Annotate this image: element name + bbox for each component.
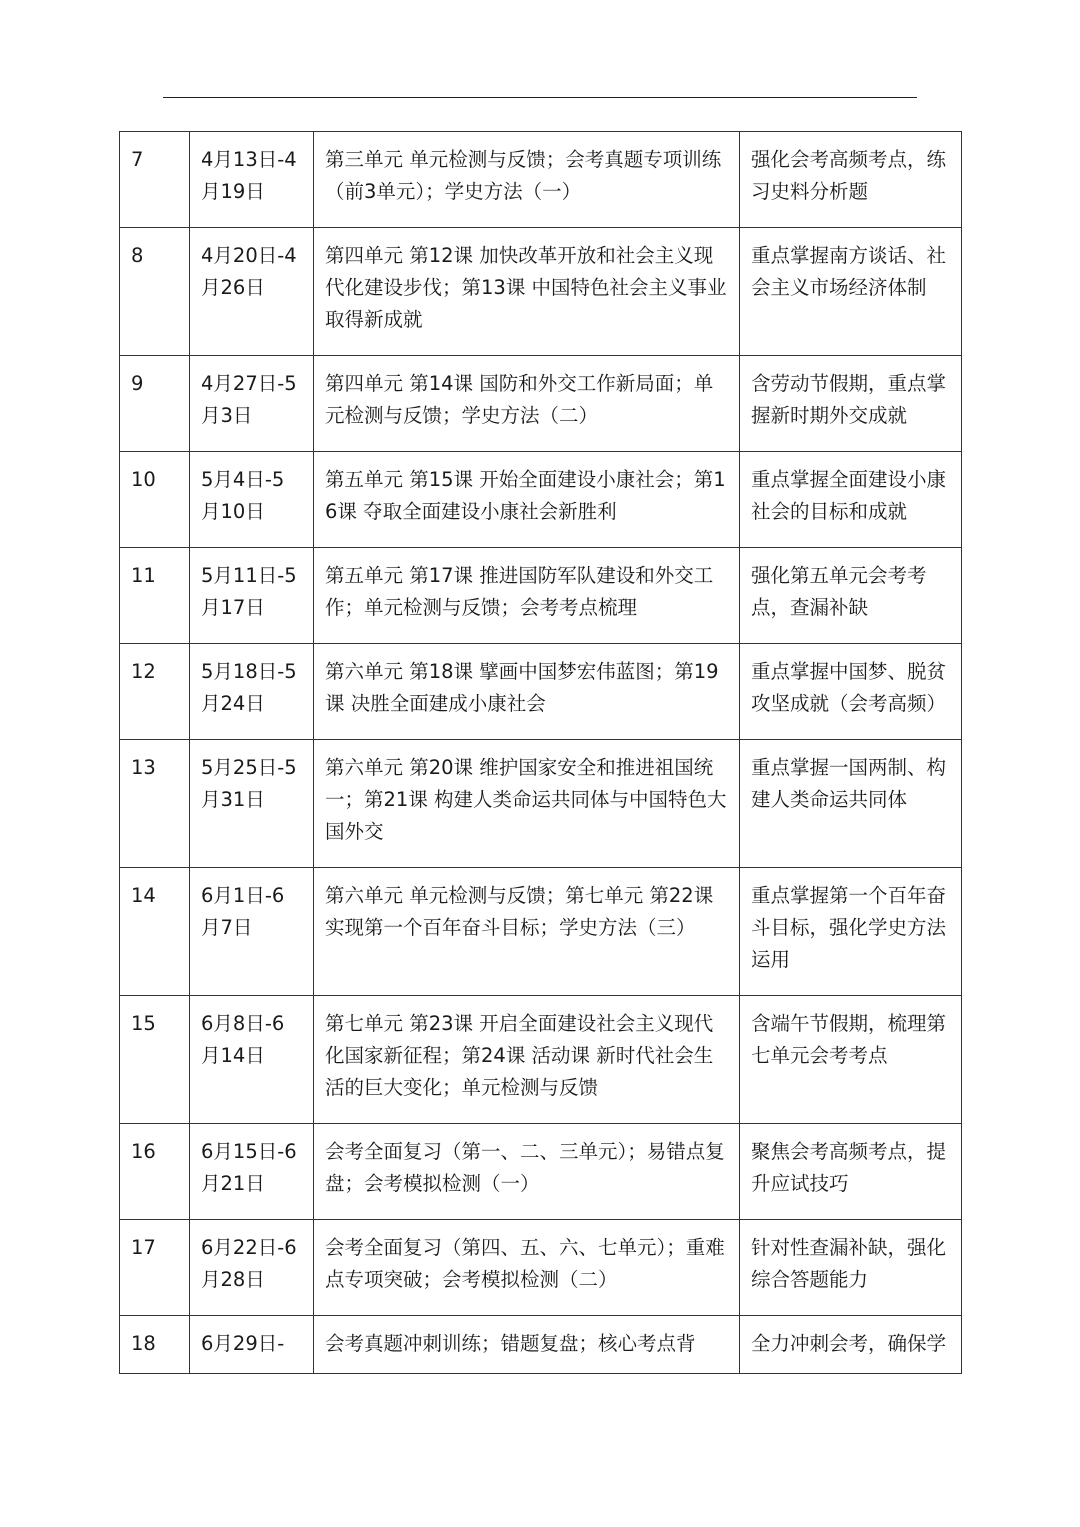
- date-cell: 6月15日-6月21日: [190, 1124, 314, 1220]
- content-cell: 第六单元 第20课 维护国家安全和推进祖国统一；第21课 构建人类命运共同体与中国特色大国外交: [314, 740, 740, 868]
- week-cell: 11: [120, 548, 190, 644]
- date-cell: 4月13日-4月19日: [190, 132, 314, 228]
- week-cell: 9: [120, 356, 190, 452]
- schedule-body: [120, 132, 962, 1374]
- date-cell: 5月11日-5月17日: [190, 548, 314, 644]
- week-cell: 18: [120, 1316, 190, 1374]
- week-cell: 17: [120, 1220, 190, 1316]
- week-cell: 10: [120, 452, 190, 548]
- note-cell: 重点掌握一国两制、构建人类命运共同体: [740, 740, 962, 868]
- content-cell: 第五单元 第15课 开始全面建设小康社会；第16课 夺取全面建设小康社会新胜利: [314, 452, 740, 548]
- note-cell: 重点掌握中国梦、脱贫攻坚成就（会考高频）: [740, 644, 962, 740]
- date-cell: 6月1日-6月7日: [190, 868, 314, 996]
- table-row: [120, 132, 962, 228]
- week-cell: 13: [120, 740, 190, 868]
- note-cell: 强化会考高频考点，练习史料分析题: [740, 132, 962, 228]
- table-row: [120, 996, 962, 1124]
- content-cell: 会考全面复习（第四、五、六、七单元）；重难点专项突破；会考模拟检测（二）: [314, 1220, 740, 1316]
- schedule-table: [119, 131, 962, 1374]
- content-cell: 第六单元 第18课 擘画中国梦宏伟蓝图；第19课 决胜全面建成小康社会: [314, 644, 740, 740]
- table-row: [120, 452, 962, 548]
- content-cell: 会考全面复习（第一、二、三单元）；易错点复盘；会考模拟检测（一）: [314, 1124, 740, 1220]
- content-cell: 第四单元 第14课 国防和外交工作新局面；单元检测与反馈；学史方法（二）: [314, 356, 740, 452]
- content-cell: 第三单元 单元检测与反馈；会考真题专项训练（前3单元）；学史方法（一）: [314, 132, 740, 228]
- content-cell: 第四单元 第12课 加快改革开放和社会主义现代化建设步伐；第13课 中国特色社会主义事业取得新成就: [314, 228, 740, 356]
- table-row: [120, 356, 962, 452]
- note-cell: 含端午节假期，梳理第七单元会考考点: [740, 996, 962, 1124]
- header-rule: [163, 97, 917, 98]
- content-cell: 第七单元 第23课 开启全面建设社会主义现代化国家新征程；第24课 活动课 新时代社会生活的巨大变化；单元检测与反馈: [314, 996, 740, 1124]
- note-cell: 重点掌握南方谈话、社会主义市场经济体制: [740, 228, 962, 356]
- note-cell: 强化第五单元会考考点，查漏补缺: [740, 548, 962, 644]
- date-cell: 6月29日-: [190, 1316, 314, 1374]
- note-cell: 重点掌握第一个百年奋斗目标，强化学史方法运用: [740, 868, 962, 996]
- table-row: [120, 1220, 962, 1316]
- table-row: [120, 548, 962, 644]
- note-cell: 重点掌握全面建设小康社会的目标和成就: [740, 452, 962, 548]
- week-cell: 16: [120, 1124, 190, 1220]
- date-cell: 4月20日-4月26日: [190, 228, 314, 356]
- content-cell: 会考真题冲刺训练；错题复盘；核心考点背: [314, 1316, 740, 1374]
- note-cell: 聚焦会考高频考点，提升应试技巧: [740, 1124, 962, 1220]
- table-row: [120, 740, 962, 868]
- note-cell: 针对性查漏补缺，强化综合答题能力: [740, 1220, 962, 1316]
- date-cell: 6月8日-6月14日: [190, 996, 314, 1124]
- date-cell: 5月18日-5月24日: [190, 644, 314, 740]
- week-cell: 12: [120, 644, 190, 740]
- week-cell: 7: [120, 132, 190, 228]
- date-cell: 4月27日-5月3日: [190, 356, 314, 452]
- note-cell: 含劳动节假期，重点掌握新时期外交成就: [740, 356, 962, 452]
- table-row: [120, 644, 962, 740]
- week-cell: 15: [120, 996, 190, 1124]
- content-cell: 第五单元 第17课 推进国防军队建设和外交工作；单元检测与反馈；会考考点梳理: [314, 548, 740, 644]
- table-row: [120, 1316, 962, 1374]
- note-cell: 全力冲刺会考，确保学: [740, 1316, 962, 1374]
- week-cell: 8: [120, 228, 190, 356]
- table-row: [120, 228, 962, 356]
- week-cell: 14: [120, 868, 190, 996]
- table-row: [120, 1124, 962, 1220]
- date-cell: 5月25日-5月31日: [190, 740, 314, 868]
- date-cell: 6月22日-6月28日: [190, 1220, 314, 1316]
- table-row: [120, 868, 962, 996]
- content-cell: 第六单元 单元检测与反馈；第七单元 第22课 实现第一个百年奋斗目标；学史方法（三）: [314, 868, 740, 996]
- date-cell: 5月4日-5月10日: [190, 452, 314, 548]
